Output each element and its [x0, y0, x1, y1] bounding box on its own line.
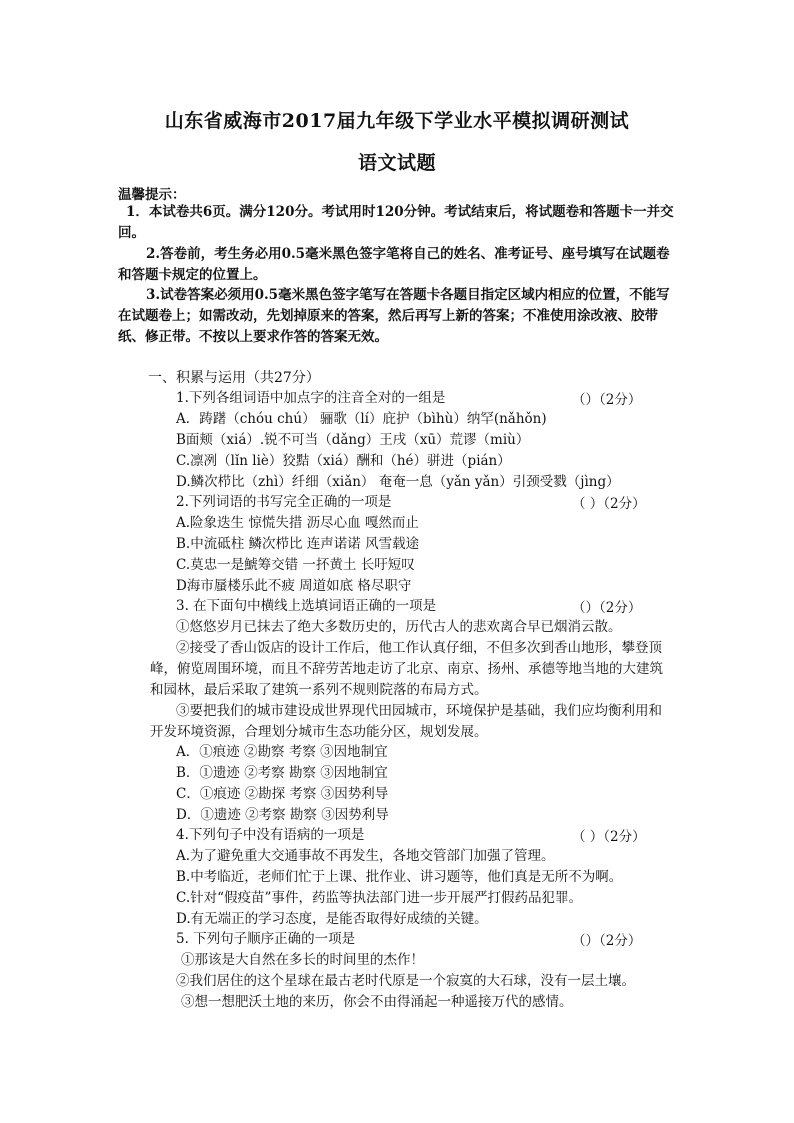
q2-stem: 2.下列词语的书写完全正确的一项是	[176, 494, 392, 510]
q4-option-b: B.中考临近，老师们忙于上课、批作业、讲习题等，他们真是无所不为啊。	[176, 869, 623, 885]
exam-title: 山东省威海市2017届九年级下学业水平模拟调研测试	[164, 110, 630, 132]
q2-option-b: B.中流砥柱 鳞次栉比 连声诺诺 风雪载途	[176, 536, 420, 552]
q1-score: （）（2分）	[572, 392, 642, 408]
exam-subtitle: 语文试题	[357, 152, 436, 174]
q3-option-b: B．①遗迹 ②考察 勘察 ③因地制宜	[176, 765, 388, 781]
q2-option-c: C.莫忠一是鯱筹交错 一抔黄土 长吁短叹	[176, 557, 415, 573]
q4-option-d: D.有无端正的学习态度，是能否取得好成绩的关键。	[176, 911, 488, 927]
q4-stem: 4.下列句子中没有语病的一项是	[176, 827, 365, 843]
section-heading: 一、积累与运用（共27分）	[148, 370, 320, 386]
q5-sentence-1: ①那该是大自然在多长的时间里的杰作！	[181, 952, 424, 968]
q3-sentence-2: ②接受了香山饭店的设计工作后，他工作认真仔细，不但多次到香山地形，攀登顶峰，俯览周围环境，而且不辞劳苦地走访了北京、南京、扬州、承德等地当地的大建筑和园林，最后采取了建筑一系列不规则院落的布局方式。	[150, 640, 663, 698]
q2-score: （ ）（2分）	[572, 496, 646, 512]
q3-sentence-3: ③要把我们的城市建设成世界现代田园城市，环境保护是基础，我们应均衡利用和开发环境资源，合理划分城市生态功能分区，规划发展。	[150, 703, 662, 740]
q2-option-d: D海市蜃楼乐此不疲 周道如底 格尽职守	[176, 578, 412, 594]
q5-sentence-2: ②我们居住的这个星球在最古老时代原是一个寂寞的大石球，没有一层土壤。	[176, 973, 635, 989]
tip-item-1: 1．本试卷共6页。满分120分。考试用时120分钟。考试结束后，将试题卷和答题卡一并交回。	[118, 204, 674, 241]
q3-sentence-1: ①悠悠岁月已抹去了绝大多数历史的，历代古人的悲欢离合早已烟消云散。	[176, 619, 622, 635]
q4-option-a: A.为了避免重大交通事故不再发生，各地交管部门加强了管理。	[176, 848, 555, 864]
q5-score: （）（2分）	[572, 933, 642, 949]
q1-option-a: A．踌躇（chóu chú） 骊歌（lí）庇护（bìhù）纳罕(nǎhǒn)	[176, 411, 547, 427]
q3-option-a: A．①痕迹 ②勘察 考察 ③因地制宜	[176, 744, 388, 760]
q3-option-c: C．①痕迹 ②勘探 考察 ③因势利导	[176, 786, 389, 802]
q2-option-a: A.险象迭生 惊慌失措 沥尽心血 嘎然而止	[176, 515, 419, 531]
q4-option-c: C.针对“假疫苗”事件，药监等执法部门进一步开展严打假药品犯罪。	[176, 890, 582, 906]
tip-item-3: 3.试卷答案必须用0.5毫米黑色签字笔写在答题卡各题目指定区域内相应的位置，不能写在试题卷上；如需改动，先划掉原来的答案，然后再写上新的答案；不准使用涂改液、胶带纸、修正带。不按以上要求作答的答案无效。	[118, 287, 670, 345]
q1-stem: 1.下列各组词语中加点字的注音全对的一组是	[176, 390, 446, 406]
q1-option-c: C.凛冽（lǐn liè）狡黠（xiá）酬和（hé）骈进（pián）	[176, 453, 511, 469]
q1-option-b: B面颊（xiá）.锐不可当（dǎng）王戌（xū）荒谬（miù）	[176, 432, 530, 448]
q3-stem: 3. 在下面句中横线上选填词语正确的一项是	[176, 598, 437, 614]
q5-sentence-3: ③想一想肥沃土地的来历，你会不由得涌起一种遥接万代的感情。	[181, 994, 573, 1010]
tip-item-2: 2.答卷前，考生务必用0.5毫米黑色签字笔将自己的姓名、准考证号、座号填写在试题卷和答题卡规定的位置上。	[118, 246, 670, 283]
q1-option-d: D.鳞次栉比（zhì）纤细（xiǎn） 奄奄一息（yǎn yǎn）引颈受戮（jìng）	[176, 474, 620, 490]
q5-stem: 5. 下列句子顺序正确的一项是	[176, 931, 356, 947]
q3-option-d: D．①遗迹 ②考察 勘察 ③因势利导	[176, 807, 389, 823]
q4-score: （ ）（2分）	[572, 829, 646, 845]
q3-score: （）（2分）	[572, 600, 642, 616]
tips-heading: 温馨提示：	[118, 187, 186, 203]
